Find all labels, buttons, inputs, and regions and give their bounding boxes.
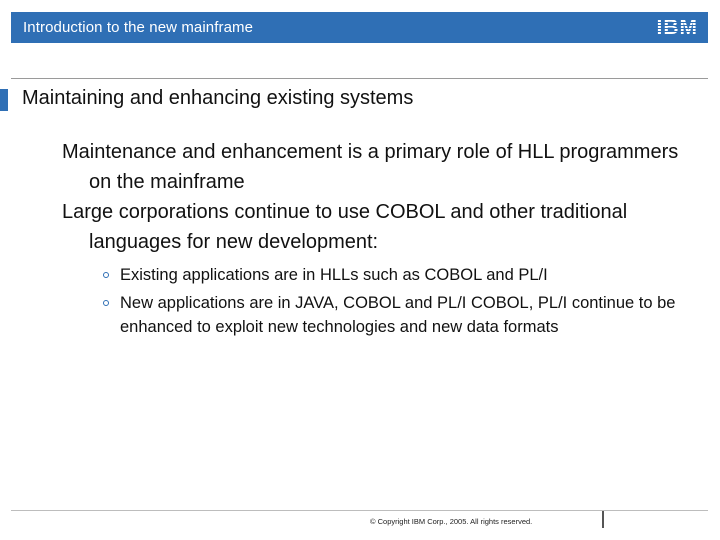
ibm-logo: IBM <box>656 16 698 39</box>
sub-bullet-item <box>90 263 682 287</box>
slide-body <box>62 137 682 343</box>
bullet-item: Large corporations continue to use COBOL and other traditional languages for new development: <box>62 201 628 253</box>
top-divider <box>11 78 708 79</box>
sub-bullet-text: Existing applications are in HLLs such as COBOL and PL/I <box>120 266 548 284</box>
bullet-item: Maintenance and enhancement is a primary role of HLL programmers on the mainframe <box>62 141 679 193</box>
title-accent-bar <box>0 89 8 111</box>
bullet-dot-icon <box>103 300 109 306</box>
header-title: Introduction to the new mainframe <box>23 19 254 36</box>
sub-bullet-list <box>90 263 682 339</box>
copyright-text: © Copyright IBM Corp., 2005. All rights reserved. <box>370 517 533 526</box>
header-bar <box>11 12 708 43</box>
sub-bullet-item <box>90 291 682 339</box>
sub-bullet-text: New applications are in JAVA, COBOL and PL/I COBOL, PL/I continue to be enhanced to exploit new technologies and new data formats <box>120 294 676 336</box>
slide-title: Maintaining and enhancing existing systems <box>22 87 414 109</box>
bullet-dot-icon <box>103 272 109 278</box>
footer-tick-mark <box>602 511 604 528</box>
